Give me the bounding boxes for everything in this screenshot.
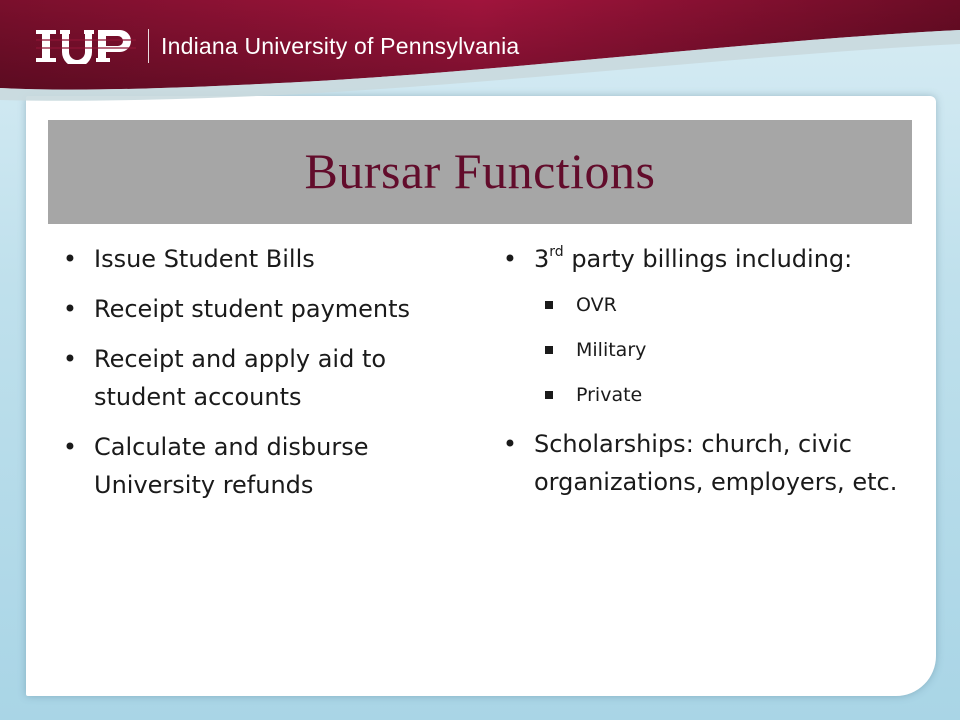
institution-name: Indiana University of Pennsylvania — [161, 32, 520, 59]
bullet-item — [60, 428, 470, 504]
iup-logo-mark — [36, 28, 136, 64]
bullet-item — [500, 425, 900, 501]
bullet-superscript: rd — [549, 244, 564, 260]
title-bar — [48, 120, 912, 224]
sub-bullet-text: Private — [576, 384, 643, 406]
bullet-dot-icon: • — [502, 430, 518, 458]
bullet-item — [60, 240, 470, 278]
sub-bullet-item — [500, 290, 900, 320]
bullet-text: party billings including: — [563, 245, 853, 273]
square-bullet-icon — [545, 391, 553, 399]
bullet-dot-icon: • — [62, 245, 78, 273]
bullet-dot-icon: • — [62, 433, 78, 461]
left-bullet-list — [60, 240, 470, 516]
bullet-prefix: 3 — [534, 245, 550, 273]
bullet-text: Receipt and apply aid to student accounts — [94, 345, 387, 411]
sub-bullet-text: OVR — [576, 294, 617, 316]
bullet-dot-icon: • — [62, 345, 78, 373]
bullet-text: Calculate and disburse University refunds — [94, 433, 369, 499]
sub-bullet-item — [500, 335, 900, 365]
sub-bullet-item — [500, 380, 900, 410]
bullet-dot-icon: • — [62, 295, 78, 323]
university-logo[interactable] — [36, 26, 519, 66]
logo-divider — [148, 29, 149, 63]
right-bullet-list — [500, 240, 900, 513]
square-bullet-icon — [545, 301, 553, 309]
bullet-item — [500, 240, 900, 278]
iup-wordmark-icon — [36, 28, 136, 64]
bullet-text: Receipt student payments — [94, 295, 411, 323]
square-bullet-icon — [545, 346, 553, 354]
bullet-text: Scholarships: church, civic organizations, employers, etc. — [534, 430, 898, 496]
bullet-dot-icon: • — [502, 245, 518, 273]
sub-bullet-text: Military — [576, 339, 647, 361]
bullet-item — [60, 290, 470, 328]
slide-title: Bursar Functions — [304, 143, 656, 199]
bullet-text: Issue Student Bills — [94, 245, 315, 273]
bullet-item — [60, 340, 470, 416]
